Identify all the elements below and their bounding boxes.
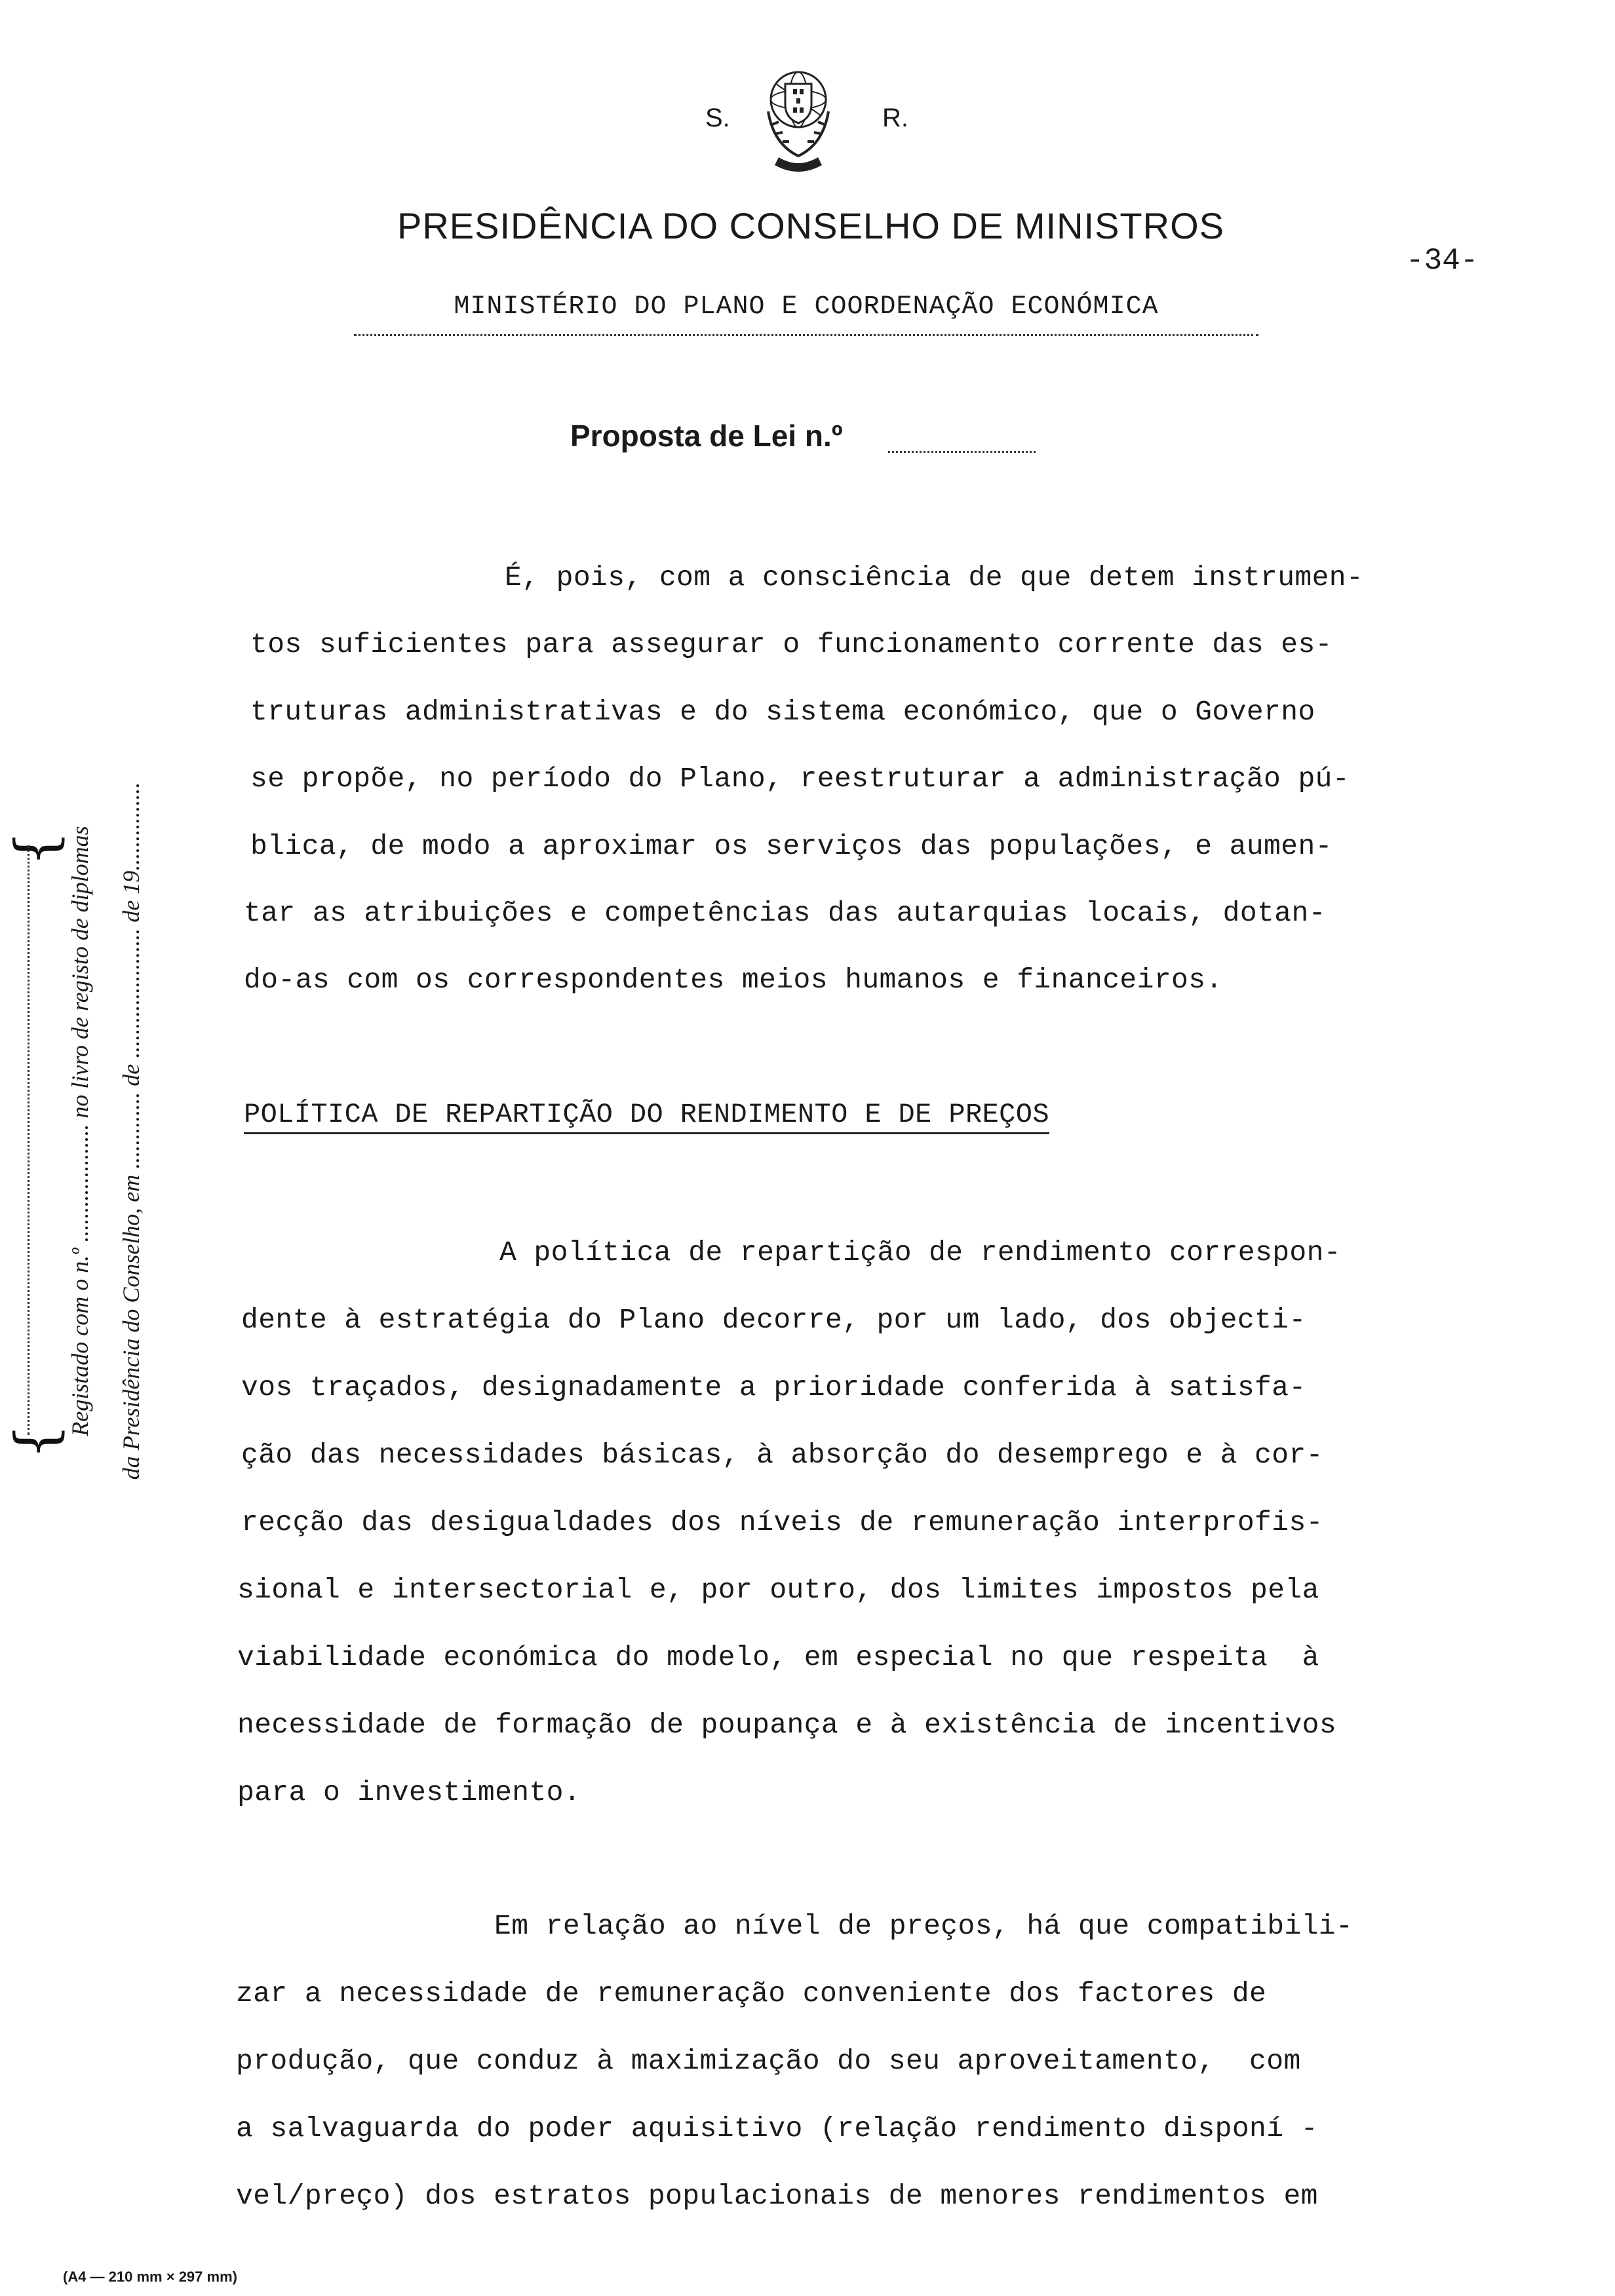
paragraph-2-line: sional e intersectorial e, por outro, dos limites impostos pela — [237, 1574, 1319, 1606]
page-number: -34- — [1406, 244, 1479, 278]
header-letter-s: S. — [705, 104, 730, 132]
paragraph-1-line: tar as atribuições e competências das autarquias locais, dotan- — [244, 897, 1326, 929]
paragraph-2-line: ção das necessidades básicas, à absorção do desemprego e à cor- — [241, 1439, 1323, 1471]
margin-brace-bottom: { — [3, 1423, 69, 1460]
paragraph-1-line: se propõe, no período do Plano, reestruturar a administração pú- — [250, 763, 1350, 795]
paragraph-3-line: produção, que conduz à maximização do seu aproveitamento, com — [236, 2045, 1301, 2077]
presidency-title: PRESIDÊNCIA DO CONSELHO DE MINISTROS — [397, 205, 1224, 246]
paragraph-3-line: zar a necessidade de remuneração conveniente dos factores de — [236, 1978, 1267, 2010]
paragraph-2-line: viabilidade económica do modelo, em especial no que respeita à — [237, 1641, 1319, 1674]
paragraph-3-line: a salvaguarda do poder aquisitivo (relação rendimento disponí - — [236, 2113, 1318, 2145]
paragraph-2-line: A política de repartição de rendimento correspon- — [499, 1236, 1342, 1269]
registration-note-line-2: da Presidência do Conselho, em ............. de ...................... de 19............... — [118, 782, 144, 1480]
proposal-number-blank — [888, 451, 1036, 453]
paragraph-2-line: dente à estratégia do Plano decorre, por um lado, dos objecti- — [241, 1304, 1306, 1336]
margin-brace-top: { — [3, 830, 69, 867]
paragraph-2-line: para o investimento. — [237, 1776, 581, 1808]
paragraph-1-line: blica, de modo a aproximar os serviços das populações, e aumen- — [250, 830, 1333, 862]
paragraph-2-line: recção das desigualdades dos níveis de remuneração interprofis- — [241, 1506, 1323, 1539]
paper-format-note: (A4 — 210 mm × 297 mm) — [63, 2268, 237, 2285]
ministry-title: MINISTÉRIO DO PLANO E COORDENAÇÃO ECONÓMICA — [454, 292, 1159, 322]
paragraph-2-line: vos traçados, designadamente a prioridade conferida à satisfa- — [241, 1371, 1306, 1404]
paragraph-3-line: vel/preço) dos estratos populacionais de menores rendimentos em — [236, 2180, 1318, 2212]
section-heading: POLÍTICA DE REPARTIÇÃO DO RENDIMENTO E DE PREÇOS — [244, 1101, 1049, 1134]
paragraph-3-line: Em relação ao nível de preços, há que compatibili- — [494, 1910, 1353, 1942]
proposal-label: Proposta de Lei n.º — [570, 419, 843, 453]
paragraph-1-line: do-as com os correspondentes meios humanos e financeiros. — [244, 964, 1223, 996]
paragraph-2-line: necessidade de formação de poupança e à existência de incentivos — [237, 1709, 1337, 1741]
registration-note-line-1: Registado com o n.º .................... no livro de registo de diplomas — [67, 826, 93, 1436]
ministry-dotted-rule — [354, 334, 1258, 336]
coat-of-arms-icon — [759, 66, 838, 183]
paragraph-1-line: tos suficientes para assegurar o funcionamento corrente das es- — [250, 628, 1333, 660]
paragraph-1-line: É, pois, com a consciência de que detem instrumen- — [505, 562, 1364, 594]
header-letter-r: R. — [882, 104, 908, 132]
paragraph-1-line: truturas administrativas e do sistema económico, que o Governo — [250, 696, 1315, 728]
margin-rule-outer — [28, 845, 29, 1435]
